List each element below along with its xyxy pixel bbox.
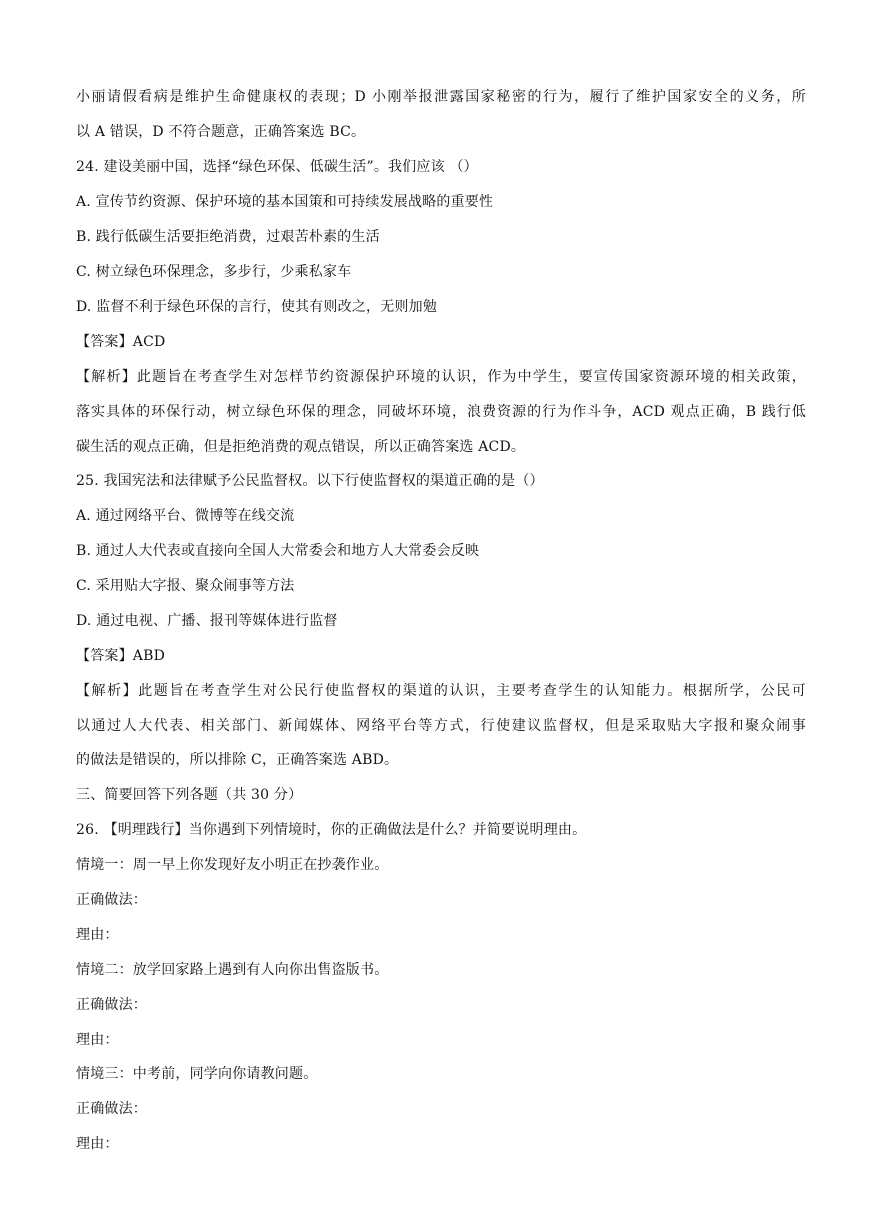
question-25: 25. 我国宪法和法律赋予公民监督权。以下行使监督权的渠道正确的是（） [76, 473, 544, 489]
analysis-24: 【解析】此题旨在考查学生对怎样节约资源保护环境的认识，作为中学生，要宣传国家资源环境的相关政策， [76, 369, 806, 385]
paragraph-line: 小丽请假看病是维护生命健康权的表现；D 小刚举报泄露国家秘密的行为，履行了维护国家安全的义务，所 [76, 89, 806, 105]
question-24: 24. 建设美丽中国，选择“绿色环保、低碳生活”。我们应该 （） [76, 159, 478, 175]
scenario-3: 情境三：中考前，同学向你请教问题。 [76, 1066, 318, 1082]
section-heading: 三、简要回答下列各题（共 30 分） [76, 787, 303, 803]
option-a: A. 通过网络平台、微博等在线交流 [76, 508, 295, 524]
analysis-24: 碳生活的观点正确，但是拒绝消费的观点错误，所以正确答案选 ACD。 [76, 439, 526, 455]
analysis-24: 落实具体的环保行动，树立绿色环保的理念，同破坏环境，浪费资源的行为作斗争，ACD 观点正确，B 践行低 [76, 404, 806, 420]
option-d: D. 监督不利于绿色环保的言行，使其有则改之，无则加勉 [76, 299, 438, 315]
scenario-1: 情境一：周一早上你发现好友小明正在抄袭作业。 [76, 857, 389, 873]
paragraph-line: 以 A 错误，D 不符合题意，正确答案选 BC。 [76, 124, 366, 140]
correct-practice-label: 正确做法： [76, 892, 147, 908]
reason-label: 理由： [76, 1032, 119, 1048]
analysis-25: 的做法是错误的，所以排除 C，正确答案选 ABD。 [76, 752, 399, 768]
reason-label: 理由： [76, 927, 119, 943]
scenario-2: 情境二：放学回家路上遇到有人向你出售盗版书。 [76, 962, 389, 978]
answer-24: 【答案】ACD [76, 334, 166, 350]
option-b: B. 通过人大代表或直接向全国人大常委会和地方人大常委会反映 [76, 543, 480, 559]
question-26: 26. 【明理践行】当你遇到下列情境时，你的正确做法是什么？并简要说明理由。 [76, 822, 587, 838]
correct-practice-label: 正确做法： [76, 997, 147, 1013]
option-b: B. 践行低碳生活要拒绝消费，过艰苦朴素的生活 [76, 229, 380, 245]
option-d: D. 通过电视、广播、报刊等媒体进行监督 [76, 613, 338, 629]
analysis-25: 【解析】此题旨在考查学生对公民行使监督权的渠道的认识，主要考查学生的认知能力。根据所学，公民可 [76, 683, 806, 699]
option-a: A. 宣传节约资源、保护环境的基本国策和可持续发展战略的重要性 [76, 194, 494, 210]
analysis-25: 以通过人大代表、相关部门、新闻媒体、网络平台等方式，行使建议监督权，但是采取贴大字报和聚众闹事 [76, 718, 806, 734]
answer-25: 【答案】ABD [76, 648, 166, 664]
correct-practice-label: 正确做法： [76, 1101, 147, 1117]
option-c: C. 采用贴大字报、聚众闹事等方法 [76, 578, 295, 594]
reason-label: 理由： [76, 1136, 119, 1152]
option-c: C. 树立绿色环保理念，多步行，少乘私家车 [76, 264, 352, 280]
